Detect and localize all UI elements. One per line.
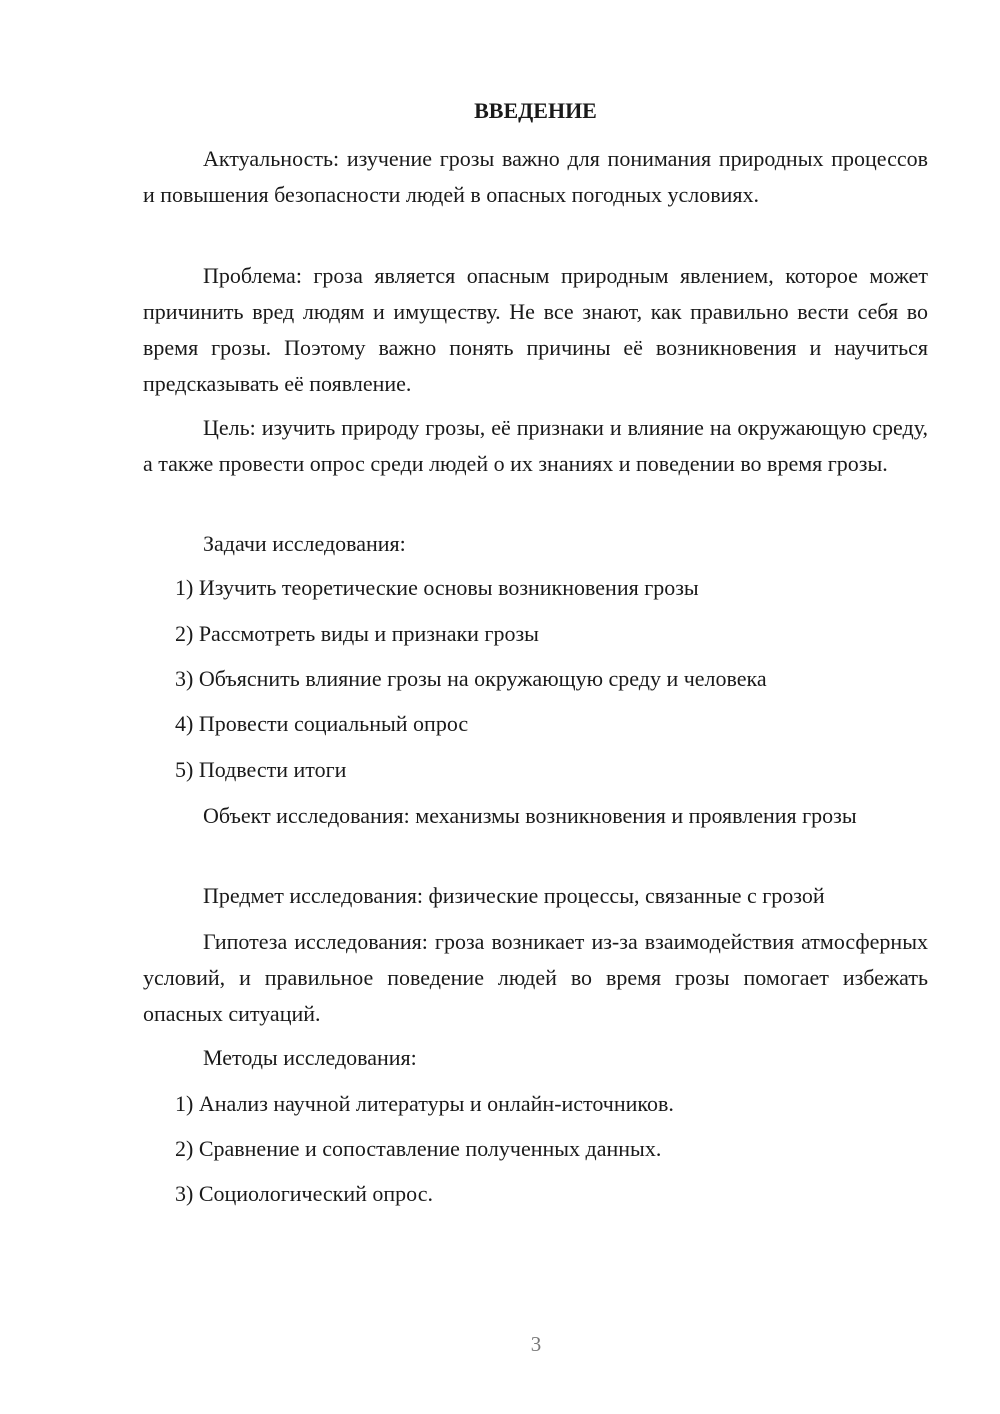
section-heading: ВВЕДЕНИЕ [474, 98, 597, 123]
task-item: 5) Подвести итоги [175, 757, 347, 782]
hypothesis-paragraph: Гипотеза исследования: гроза возникает из-за взаимодействия атмосферных условий, и правильное поведение людей во время грозы помогает избежать опасных ситуаций. [143, 929, 928, 1026]
subject-paragraph: Предмет исследования: физические процессы, связанные с грозой [203, 883, 825, 908]
goal-paragraph: Цель: изучить природу грозы, её признаки и влияние на окружающую среду, а также провести опрос среди людей о их знаниях и поведении во время грозы. [143, 415, 928, 476]
tasks-heading: Задачи исследования: [203, 531, 406, 556]
method-item: 2) Сравнение и сопоставление полученных данных. [175, 1136, 662, 1161]
object-paragraph: Объект исследования: механизмы возникновения и проявления грозы [203, 803, 857, 828]
method-item: 1) Анализ научной литературы и онлайн-источников. [175, 1091, 674, 1116]
page-number: 3 [530, 1332, 542, 1356]
task-item: 4) Провести социальный опрос [175, 711, 469, 736]
method-item: 3) Социологический опрос. [175, 1181, 433, 1206]
relevance-paragraph: Актуальность: изучение грозы важно для понимания природных процессов и повышения безопасности людей в опасных погодных условиях. [143, 146, 928, 207]
task-item: 2) Рассмотреть виды и признаки грозы [175, 621, 539, 646]
task-item: 3) Объяснить влияние грозы на окружающую среду и человека [175, 666, 767, 691]
methods-heading: Методы исследования: [203, 1045, 417, 1070]
problem-paragraph: Проблема: гроза является опасным природным явлением, которое может причинить вред людям и имуществу. Не все знают, как правильно вести себя во время грозы. Поэтому важно понять причины её возникновения и научиться предсказывать её появление. [143, 263, 928, 396]
task-item: 1) Изучить теоретические основы возникновения грозы [175, 575, 699, 600]
